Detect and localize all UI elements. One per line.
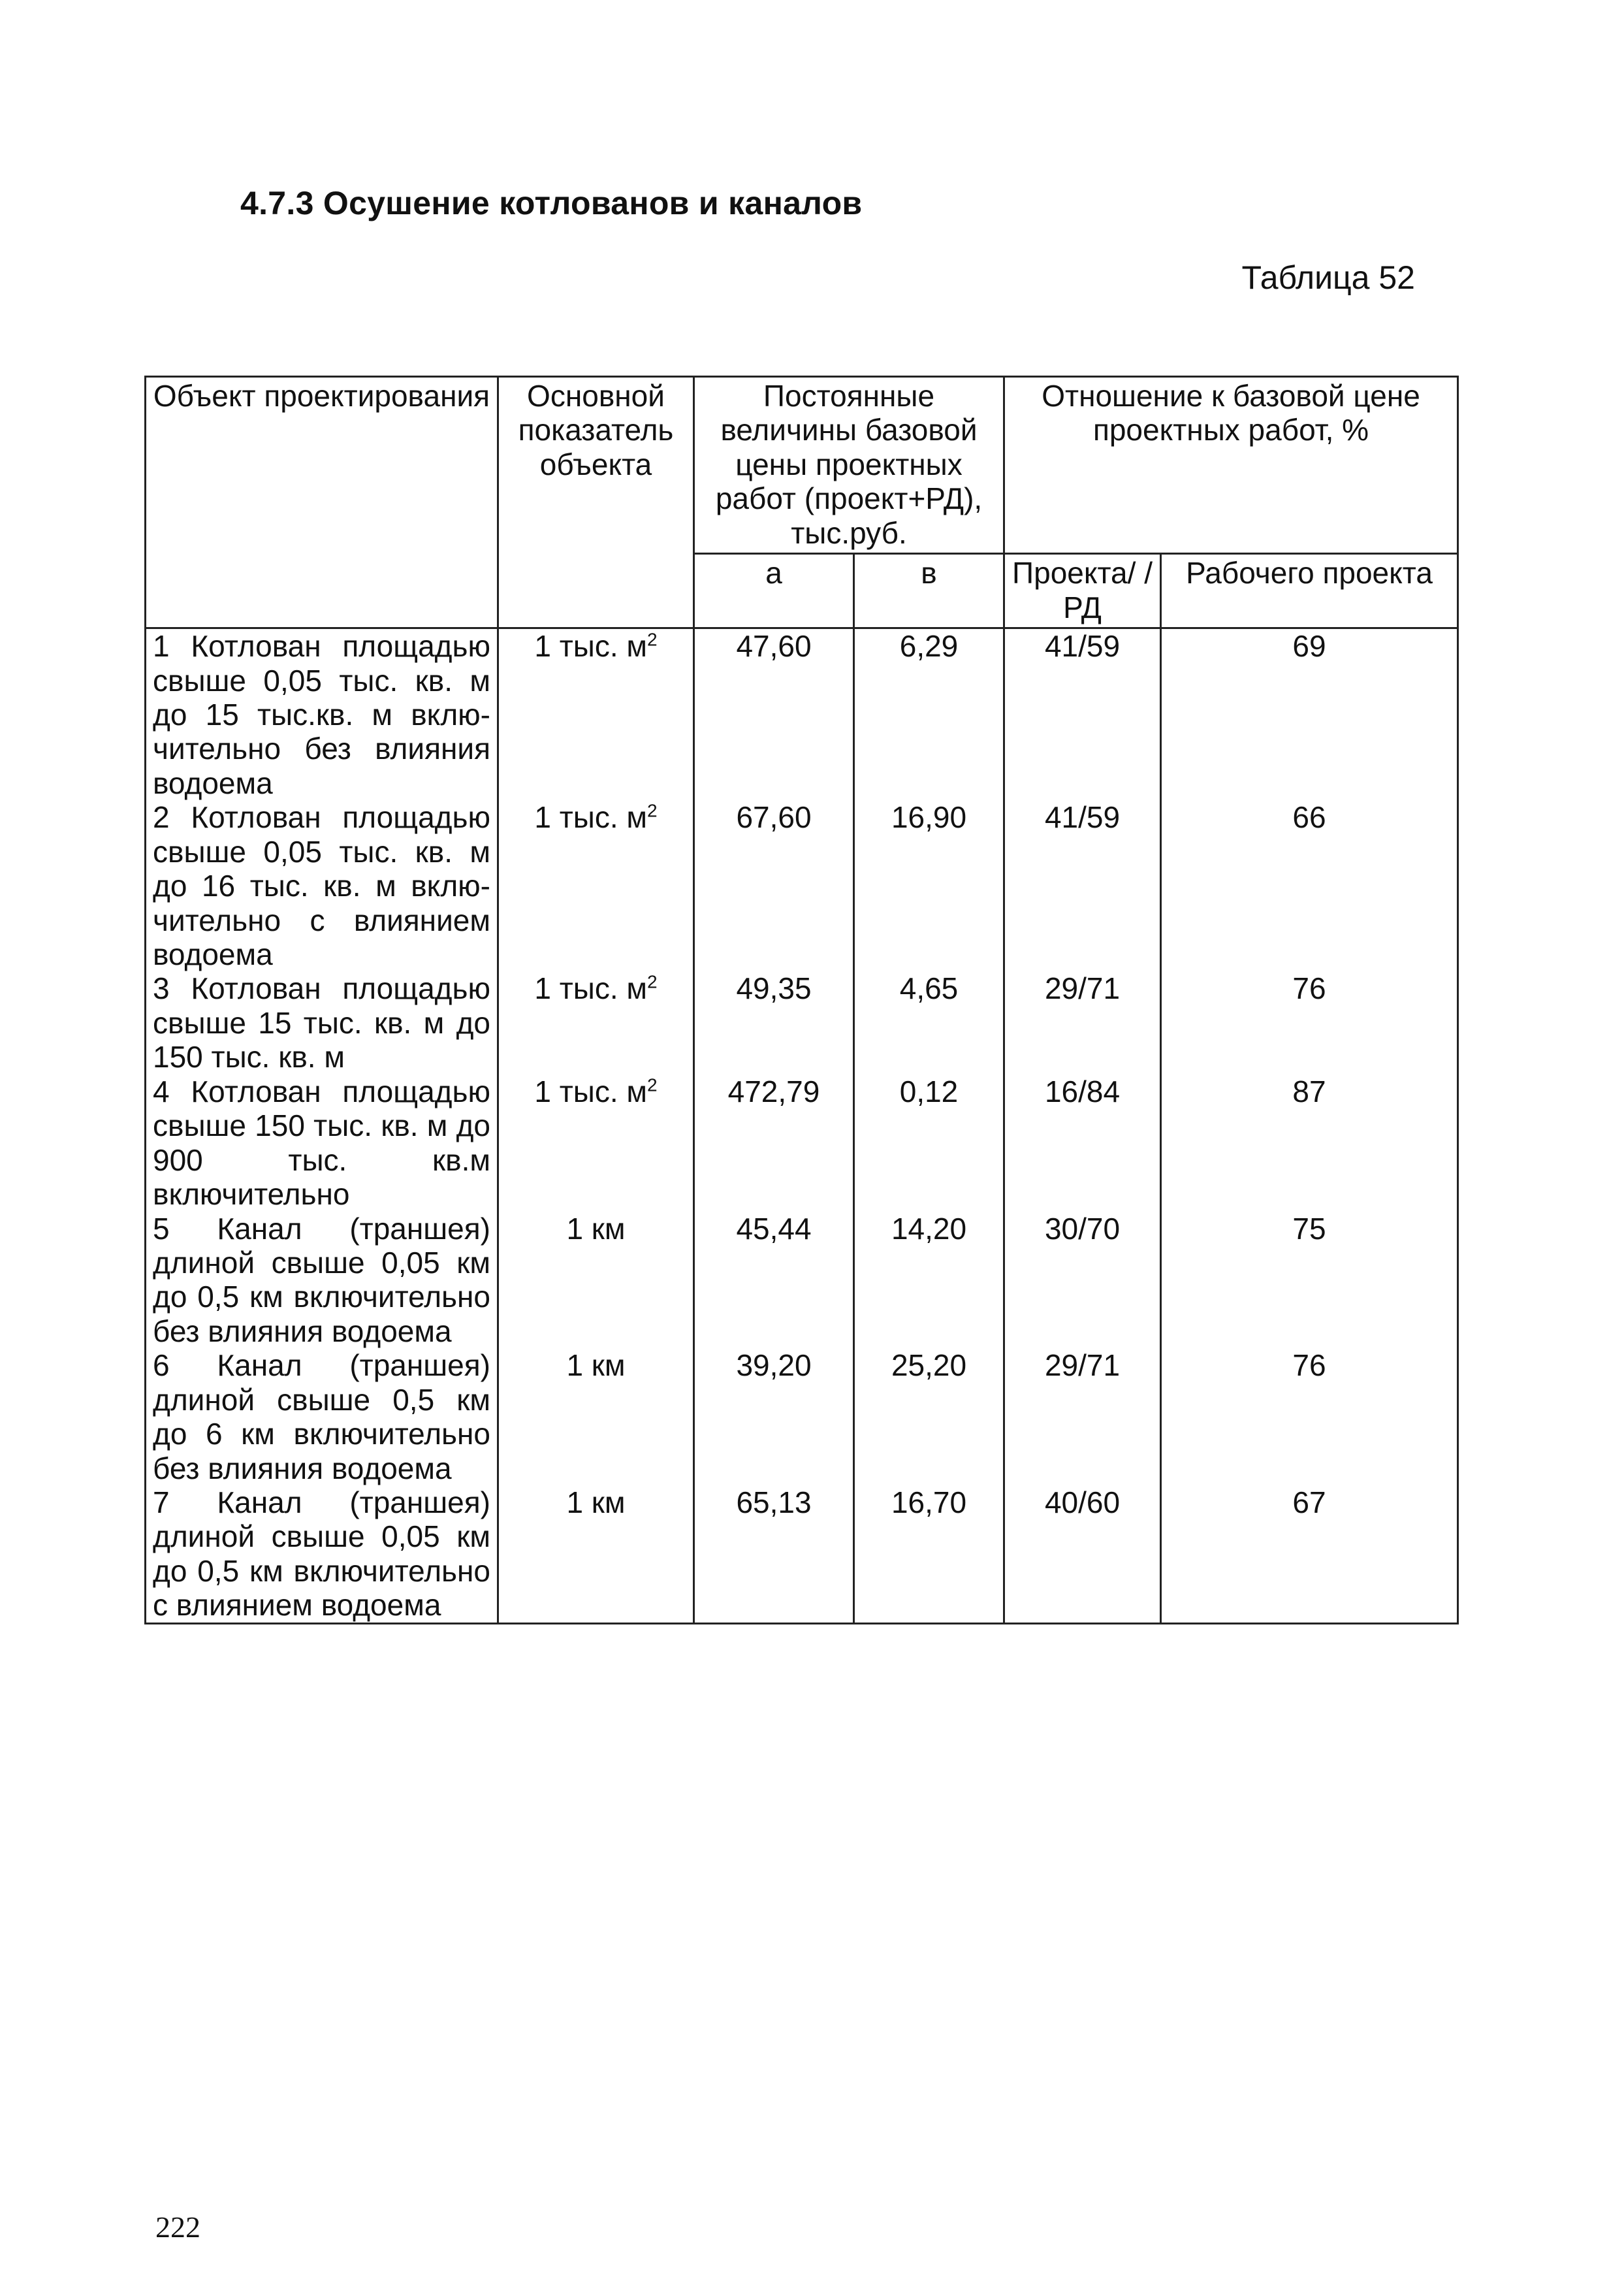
table-row bbox=[146, 1485, 1458, 1623]
table-header bbox=[146, 377, 1458, 628]
unit-exponent: 2 bbox=[647, 972, 658, 993]
cell-indicator bbox=[498, 628, 694, 801]
header-working-project: Рабочего проекта bbox=[1161, 554, 1458, 628]
table-row bbox=[146, 628, 1458, 801]
table-label: Таблица 52 bbox=[1241, 259, 1415, 296]
cell-indicator bbox=[498, 1212, 694, 1349]
header-constants: Постоянные величины базовой цены проектных работ (проект+РД), тыс.руб. bbox=[694, 377, 1004, 554]
cell-indicator bbox=[498, 1485, 694, 1623]
cell-value-a: 65,13 bbox=[694, 1485, 854, 1623]
cell-working-project: 66 bbox=[1161, 800, 1458, 971]
unit-text: 1 км bbox=[566, 1485, 626, 1519]
cell-value-a: 47,60 bbox=[694, 628, 854, 801]
cell-value-b: 4,65 bbox=[854, 971, 1004, 1074]
cell-project-rd: 29/71 bbox=[1004, 971, 1161, 1074]
unit-text: 1 тыс. м bbox=[534, 800, 648, 835]
cell-indicator bbox=[498, 800, 694, 971]
cell-indicator bbox=[498, 1348, 694, 1485]
table-row bbox=[146, 800, 1458, 971]
unit-text: 1 тыс. м bbox=[534, 1074, 648, 1108]
cell-object: 1 Котлован площадью свыше 0,05 тыс. кв. м до 15 тыс.кв. м включительно без влияния водоема bbox=[146, 628, 498, 801]
cell-value-b: 14,20 bbox=[854, 1212, 1004, 1349]
cell-value-a: 472,79 bbox=[694, 1074, 854, 1212]
cell-value-b: 6,29 bbox=[854, 628, 1004, 801]
unit-text: 1 км bbox=[566, 1348, 626, 1383]
table-body bbox=[146, 628, 1458, 1624]
section-heading: 4.7.3 Осушение котлованов и каналов bbox=[240, 185, 863, 221]
cell-working-project: 76 bbox=[1161, 971, 1458, 1074]
cell-value-b: 16,90 bbox=[854, 800, 1004, 971]
unit-text: 1 км bbox=[566, 1211, 626, 1246]
table-row bbox=[146, 971, 1458, 1074]
cell-value-b: 0,12 bbox=[854, 1074, 1004, 1212]
cell-object: 6 Канал (траншея) длиной свыше 0,5 км до 6 км включительно без влияния водоема bbox=[146, 1348, 498, 1485]
header-a: а bbox=[694, 554, 854, 628]
cell-project-rd: 29/71 bbox=[1004, 1348, 1161, 1485]
unit-exponent: 2 bbox=[647, 629, 658, 650]
cell-project-rd: 41/59 bbox=[1004, 628, 1161, 801]
cell-working-project: 69 bbox=[1161, 628, 1458, 801]
cell-object: 2 Котлован площадью свыше 0,05 тыс. кв. м до 16 тыс. кв. м включительно с влиянием водоема bbox=[146, 800, 498, 971]
cell-object: 5 Канал (траншея) длиной свыше 0,05 км до 0,5 км включительно без влияния водоема bbox=[146, 1212, 498, 1349]
cell-value-a: 45,44 bbox=[694, 1212, 854, 1349]
header-b: в bbox=[854, 554, 1004, 628]
unit-exponent: 2 bbox=[647, 800, 658, 821]
unit-text: 1 тыс. м bbox=[534, 629, 648, 664]
cell-project-rd: 16/84 bbox=[1004, 1074, 1161, 1212]
header-project-rd: Проекта/ /РД bbox=[1004, 554, 1161, 628]
cell-object: 4 Котлован площадью свыше 150 тыс. кв. м до 900 тыс. кв.м включительно bbox=[146, 1074, 498, 1212]
table-row bbox=[146, 1212, 1458, 1349]
unit-exponent: 2 bbox=[647, 1074, 658, 1095]
cell-working-project: 87 bbox=[1161, 1074, 1458, 1212]
cell-value-a: 67,60 bbox=[694, 800, 854, 971]
cell-project-rd: 41/59 bbox=[1004, 800, 1161, 971]
cell-value-b: 16,70 bbox=[854, 1485, 1004, 1623]
cell-object: 7 Канал (траншея) длиной свыше 0,05 км до 0,5 км включительно с влиянием водоема bbox=[146, 1485, 498, 1623]
cell-working-project: 76 bbox=[1161, 1348, 1458, 1485]
header-indicator: Основной показатель объекта bbox=[498, 377, 694, 628]
table-row bbox=[146, 1074, 1458, 1212]
header-object: Объект проектирования bbox=[146, 377, 498, 628]
cell-project-rd: 40/60 bbox=[1004, 1485, 1161, 1623]
cell-indicator bbox=[498, 1074, 694, 1212]
cell-value-a: 49,35 bbox=[694, 971, 854, 1074]
cell-working-project: 67 bbox=[1161, 1485, 1458, 1623]
header-ratio: Отношение к базовой цене проектных работ, % bbox=[1004, 377, 1458, 554]
pricing-table bbox=[144, 376, 1459, 1624]
table-row bbox=[146, 1348, 1458, 1485]
unit-text: 1 тыс. м bbox=[534, 971, 648, 1006]
cell-object: 3 Котлован площадью свыше 15 тыс. кв. м до 150 тыс. кв. м bbox=[146, 971, 498, 1074]
page-number: 222 bbox=[155, 2210, 200, 2244]
cell-value-b: 25,20 bbox=[854, 1348, 1004, 1485]
cell-indicator bbox=[498, 971, 694, 1074]
cell-working-project: 75 bbox=[1161, 1212, 1458, 1349]
cell-value-a: 39,20 bbox=[694, 1348, 854, 1485]
cell-project-rd: 30/70 bbox=[1004, 1212, 1161, 1349]
